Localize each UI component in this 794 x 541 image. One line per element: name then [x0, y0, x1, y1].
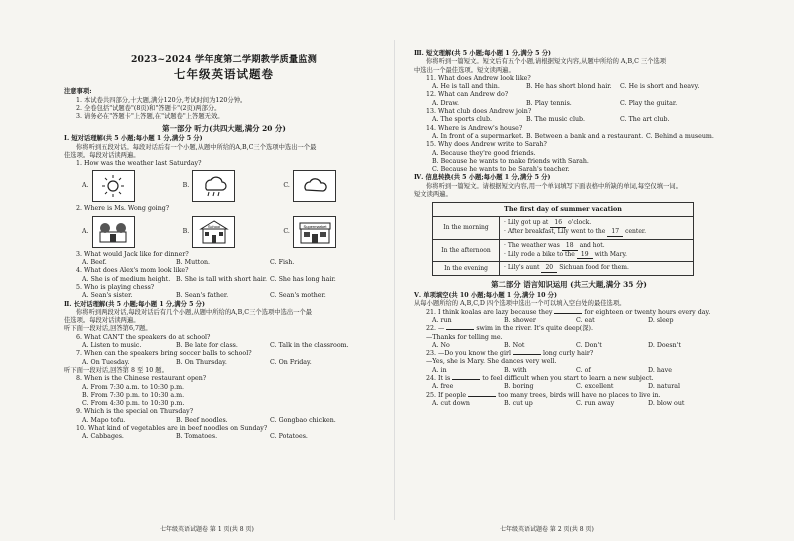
answer-blank-20: 20 [541, 264, 557, 273]
option-b: B. cut up [504, 399, 533, 407]
page-divider [394, 40, 395, 520]
question-23-reply: —Yes, she is Mary. She dances very well. [426, 358, 557, 366]
option-a: A. cut down [432, 399, 470, 407]
option-d: D. sleep [648, 316, 674, 324]
note-item: 3. 请务必在"答题卡"上答题,在"试题卷"上答题无效。 [76, 113, 224, 121]
table-title: The first day of summer vacation [433, 203, 694, 216]
q12-options [414, 100, 724, 108]
option-d: D. Doesn't [648, 341, 681, 349]
question-text: for eighteen or twenty hours every day. [582, 308, 711, 316]
option-a: A. Sean's sister. [82, 292, 133, 300]
question-4: 4. What does Alex's mom look like? [76, 267, 189, 275]
table-row [433, 216, 694, 239]
question-text: to feel difficult when you start to learn a new subject. [480, 375, 654, 383]
option-a: A. In front of a supermarket. [432, 132, 524, 140]
q5-options [64, 292, 384, 300]
option-c: C. He is short and heavy. [620, 83, 700, 91]
fill-blank [446, 329, 474, 330]
section-title: Ⅳ. 信息转换(共 5 小题;每小题 1 分,满分 5 分) [414, 174, 551, 182]
option-c: C. Fish. [270, 259, 295, 267]
option-b: B. Be late for class. [176, 342, 238, 350]
question-text: long curly hair? [541, 350, 594, 358]
q10-options [64, 433, 384, 441]
option-b: B. with [504, 366, 527, 374]
line-text: o'clock. [566, 218, 592, 226]
table-row [433, 239, 694, 262]
info-cell [500, 262, 694, 276]
option-a: A. Listen to music. [82, 342, 142, 350]
q4-options [64, 276, 384, 284]
question-text: swim in the river. It's quite deep(深). [474, 325, 594, 333]
q11-options [414, 83, 724, 91]
page-1 [64, 0, 384, 541]
section-title: Ⅲ. 短文理解(共 5 小题;每小题 1 分,满分 5 分) [414, 50, 551, 57]
question-text: 23. —Do you know the girl [426, 350, 513, 358]
question-text: 22. — [426, 325, 447, 333]
option-a: A. Draw. [432, 99, 460, 107]
section-instruction: 你将听到五段对话。每段对话后有一个小题,从题中所给的A,B,C三个选项中选出一个最 [76, 143, 317, 151]
question-22-reply: —Thanks for telling me. [426, 333, 503, 341]
option-b: B. Play tennis. [526, 99, 572, 107]
option-a: A. No [432, 341, 450, 349]
question-25 [414, 392, 724, 400]
table-row [433, 262, 694, 276]
fill-blank [468, 396, 496, 397]
line-text: center. [623, 227, 646, 235]
question-12: 12. What can Andrew do? [426, 91, 509, 99]
rain-cloud-icon [192, 170, 235, 202]
option-a: A. He is tall and thin. [432, 83, 500, 91]
option-d: D. have [648, 366, 672, 374]
question-5: 5. Who is playing chess? [76, 283, 155, 291]
page-2-footer: 七年级英语试题卷 第 2 页(共 8 页) [500, 526, 594, 533]
info-cell [500, 239, 694, 262]
exam-header: 2023~2024 学年度第二学期教学质量监测 [130, 54, 318, 65]
option-c: C. Behind a museum. [646, 132, 714, 140]
section-instruction: 佳选项。每段对话读两遍。 [64, 151, 140, 159]
line-text: · Lily got up at [504, 218, 551, 226]
option-c: C. Sean's mother. [270, 292, 326, 300]
option-c: C. eat [576, 316, 595, 324]
school-icon [192, 216, 235, 248]
option-c: C. excellent [576, 383, 614, 391]
question-24 [414, 375, 724, 383]
exam-title: 七年级英语试题卷 [174, 67, 274, 82]
question-10: 10. What kind of vegetables are in beef noodles on Sunday? [76, 424, 268, 432]
supermarket-icon [293, 216, 336, 248]
option-c: C. Talk in the classroom. [270, 342, 349, 350]
option-b: B. Sean's father. [176, 292, 229, 300]
answer-blank-17: 17 [607, 228, 623, 237]
option-a: A. The sports club. [432, 116, 492, 124]
option-c: C. of [576, 366, 591, 374]
option-c: C. From 4:30 p.m. to 10:30 p.m. [82, 400, 185, 408]
question-7: 7. When can the speakers bring soccer balls to school? [76, 350, 252, 358]
supermarket-label: Supermarket [303, 223, 326, 229]
time-cell: In the morning [433, 216, 500, 239]
question-text: 24. It is [426, 375, 453, 383]
question-23 [414, 350, 724, 358]
section-instruction: 佳选项。每段对话读两遍。 [64, 317, 140, 325]
q1-options [64, 170, 384, 202]
fill-blank [554, 313, 582, 314]
vacation-table [432, 202, 694, 276]
option-b: B. From 7:30 p.m. to 10:30 a.m. [82, 391, 185, 399]
question-13: 13. What club does Andrew join? [426, 108, 532, 116]
q3-options [64, 259, 384, 267]
option-a: A. From 7:30 a.m. to 10:30 p.m. [82, 383, 185, 391]
option-b: B. shower [504, 316, 536, 324]
option-a: A. Beef. [82, 259, 107, 267]
q23-options [414, 367, 724, 375]
option-c: C. Play the guitar. [620, 99, 678, 107]
note-item: 1. 本试卷共四部分,十大题,满分120分,考试时间为120分钟。 [76, 96, 247, 104]
q24-options [414, 383, 724, 391]
notes-heading: 注意事项: [64, 88, 92, 96]
option-c: C. Gongbao chicken. [270, 416, 336, 424]
question-22 [414, 325, 724, 333]
q2-options [64, 216, 384, 248]
question-21 [414, 309, 724, 317]
line-text: · Lily rode a bike to the [504, 250, 577, 258]
question-2: 2. Where is Ms. Wong going? [76, 205, 170, 213]
sun-icon [92, 170, 135, 202]
question-text: 21. I think koalas are lazy because they [426, 308, 555, 316]
option-a: A. Mapo tofu. [82, 416, 126, 424]
option-label: B. [182, 227, 190, 235]
line-text: Sichuan food for them. [557, 264, 629, 272]
q25-options [414, 400, 724, 408]
question-6: 6. What CAN'T the speakers do at school? [76, 333, 211, 341]
option-c: C. Because he wants to be Sarah's teacher. [432, 166, 570, 174]
listening-prompt: 听下面一段对话,回答第 8 至 10 题。 [64, 366, 168, 374]
option-a: A. in [432, 366, 447, 374]
option-b: B. Beef noodles. [176, 416, 228, 424]
question-11: 11. What does Andrew look like? [426, 74, 531, 82]
q22-options [414, 342, 724, 350]
answer-blank-19: 19 [577, 251, 593, 260]
option-d: D. blow out [648, 399, 685, 407]
page-1-footer: 七年级英语试题卷 第 1 页(共 8 页) [160, 526, 254, 533]
option-label: A. [82, 227, 89, 235]
section-instruction: 短文读两遍。 [414, 191, 452, 199]
cloud-icon [293, 170, 336, 202]
option-label: A. [82, 182, 89, 190]
q6-options [64, 342, 384, 350]
section-instruction: 中选出一个最佳选项。短文读两遍。 [414, 66, 515, 74]
option-label: C. [283, 227, 290, 235]
info-cell [500, 216, 694, 239]
option-b: B. She is tall with short hair. [176, 275, 268, 283]
school-label: School [207, 223, 220, 229]
question-text: too many trees, birds will have no places to live in. [496, 391, 661, 399]
option-label: C. [283, 182, 290, 190]
option-b: B. boring [504, 383, 534, 391]
option-c: C. The art club. [620, 116, 670, 124]
answer-blank-18: 18 [562, 242, 578, 251]
question-15: 15. Why does Andrew write to Sarah? [426, 141, 547, 149]
option-a: A. run [432, 316, 452, 324]
listening-prompt: 听下面一段对话,回答第6,7题。 [64, 325, 152, 333]
option-a: A. She is of medium height. [82, 275, 171, 283]
fill-blank [513, 354, 541, 355]
part-heading: 第二部分 语言知识运用 (共三大题,满分 35 分) [491, 280, 647, 290]
question-3: 3. What would Jack like for dinner? [76, 250, 189, 258]
section-instruction: 你将听到一篇短文。短文后有五个小题,请根据短文内容,从题中所给的 A,B,C 三个选项 [426, 58, 667, 66]
option-a: A. free [432, 383, 454, 391]
line-text: · Lily's aunt [504, 264, 542, 272]
question-14: 14. Where is Andrew's house? [426, 124, 523, 132]
line-text: · After breakfast, Lily went to the [504, 227, 608, 235]
q13-options [414, 116, 724, 124]
question-1: 1. How was the weather last Saturday? [76, 160, 202, 168]
section-instruction: 从每小题所给的 A,B,C,D 四个选项中选出一个可以填入空白处的最佳选项。 [414, 300, 626, 308]
question-9: 9. Which is the special on Thursday? [76, 408, 194, 416]
option-b: B. On Thursday. [176, 358, 227, 366]
part-heading: 第一部分 听力(共四大题,满分 20 分) [162, 123, 286, 133]
q7-options [64, 359, 384, 367]
option-c: C. She has long hair. [270, 275, 336, 283]
section-title: Ⅱ. 长对话理解(共 5 小题;每小题 1 分,满分 5 分) [64, 300, 205, 308]
option-b: B. Because he wants to make friends with Sarah. [432, 157, 589, 165]
option-c: C. Don't [576, 341, 602, 349]
option-a: A. Cabbages. [82, 433, 124, 441]
option-d: D. natural [648, 383, 681, 391]
section-title: Ⅰ. 短对话理解(共 5 小题;每小题 1 分,满分 5 分) [64, 135, 203, 143]
option-c: C. run away [576, 399, 615, 407]
section-title: Ⅴ. 单项填空(共 10 小题;每小题 1 分,满分 10 分) [414, 292, 557, 300]
option-b: B. Tomatoes. [176, 433, 218, 441]
park-icon [92, 216, 135, 248]
q14-options [414, 133, 724, 141]
option-a: A. Because they're good friends. [432, 149, 536, 157]
page-2 [414, 0, 724, 541]
option-c: C. On Friday. [270, 358, 312, 366]
option-b: B. He has short blond hair. [526, 83, 612, 91]
time-cell: In the evening [433, 262, 500, 276]
line-text: and hot. [577, 241, 605, 249]
note-item: 2. 全卷包括"试题卷"(8页)和"答题卡"(2页)两部分。 [76, 104, 221, 112]
line-text: · The weather was [504, 241, 562, 249]
time-cell: In the afternoon [433, 239, 500, 262]
option-b: B. The music club. [526, 116, 586, 124]
q9-options [64, 417, 384, 425]
section-instruction: 你将听到一篇短文。请根据短文内容,用一个单词填写下面表格中所缺的单词,每空仅填一词。 [426, 182, 682, 190]
line-text: with Mary. [592, 250, 627, 258]
section-instruction: 你将听到两段对话,每段对话后有几个小题,从题中所给的A,B,C三个选项中选出一个最 [76, 308, 313, 316]
option-b: B. Not [504, 341, 525, 349]
answer-blank-16: 16 [550, 219, 566, 228]
fill-blank [452, 379, 480, 380]
option-a: A. On Tuesday. [82, 358, 130, 366]
question-text: 25. If people [426, 391, 469, 399]
option-b: B. Between a bank and a restaurant. [526, 132, 644, 140]
option-b: B. Mutton. [176, 259, 211, 267]
option-label: B. [182, 182, 190, 190]
option-c: C. Potatoes. [270, 433, 308, 441]
question-8: 8. When is the Chinese restaurant open? [76, 375, 207, 383]
